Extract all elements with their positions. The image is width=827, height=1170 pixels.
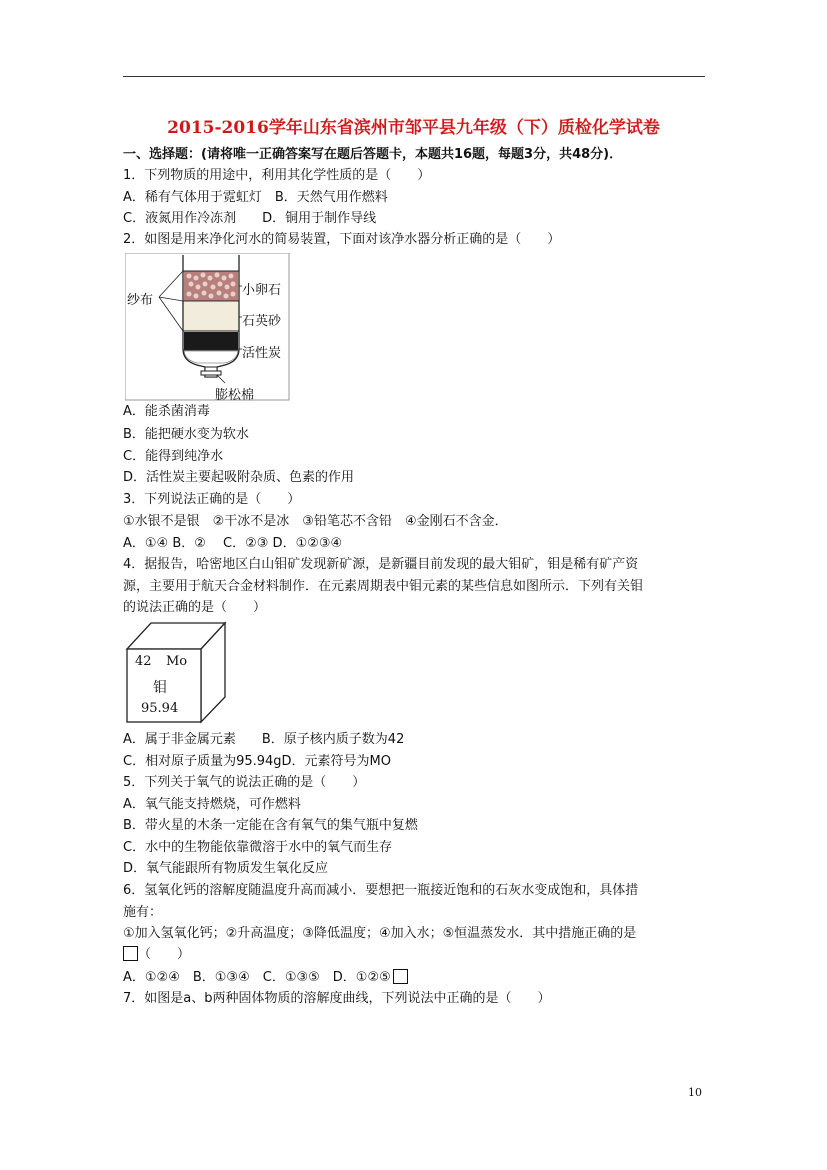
q1-options-cd: C．液氮用作冷冻剂 D．铜用于制作导线: [123, 211, 377, 226]
q5-stem: 5．下列关于氧气的说法正确的是（ ）: [123, 775, 366, 790]
header-rule: [123, 76, 705, 77]
q1-stem: 1．下列物质的用途中，利用其化学性质的是（ ）: [123, 168, 431, 183]
q7-stem: 7．如图是a、b两种固体物质的溶解度曲线，下列说法中正确的是（ ）: [123, 991, 551, 1006]
q2-option-c: C．能得到纯净水: [123, 449, 224, 464]
q3-stem: 3．下列说法正确的是（ ）: [123, 492, 301, 507]
label-gauze: 纱布: [127, 293, 154, 308]
element-cell-figure: [125, 621, 227, 724]
q5-option-c: C．水中的生物能依靠微溶于水中的氧气而生存: [123, 840, 393, 855]
q4-stem-2: 源，主要用于航天合金材料制作．在元素周期表中钼元素的某些信息如图所示．下列有关钼: [123, 579, 644, 594]
section-heading: 一、选择题：(请将唯一正确答案写在题后答题卡，本题共16题，每题3分，共48分)．: [123, 147, 623, 162]
element-number: 42: [135, 654, 152, 669]
q6-options: A．①②④ B．①③④ C．①③⑤ D．①②⑤: [123, 970, 391, 985]
q4-options-cd: C．相对原子质量为95.94gD．元素符号为MO: [123, 754, 392, 769]
water-filter-figure: [125, 253, 290, 401]
q2-option-d: D．活性炭主要起吸附杂质、色素的作用: [123, 470, 355, 485]
q5-option-d: D．氧气能跟所有物质发生氧化反应: [123, 861, 329, 876]
q1-options-ab: A．稀有气体用于霓虹灯 B．天然气用作燃料: [123, 190, 388, 205]
page-title: 2015-2016学年山东省滨州市邹平县九年级（下）质检化学试卷: [167, 118, 660, 138]
page-number: 10: [688, 1086, 702, 1099]
q6-stem-4-row: [123, 946, 190, 963]
q2-option-a: A．能杀菌消毒: [123, 404, 210, 419]
element-name: 钼: [153, 680, 167, 696]
q3-items: ①水银不是银 ②干冰不是冰 ③铅笔芯不含铅 ④金刚石不含金．: [123, 514, 508, 529]
q6-stem-1: 6．氢氧化钙的溶解度随温度升高而减小．要想把一瓶接近饱和的石灰水变成饱和，具体措: [123, 883, 639, 898]
q4-options-ab: A．属于非金属元素 B．原子核内质子数为42: [123, 732, 405, 747]
q2-option-b: B．能把硬水变为软水: [123, 427, 249, 442]
label-cotton: 膨松棉: [215, 388, 255, 403]
q4-stem-3: 的说法正确的是（ ）: [123, 600, 267, 615]
q4-stem-1: 4．据报告，哈密地区白山钼矿发现新矿源，是新疆目前发现的最大钼矿，钼是稀有矿产资: [123, 557, 639, 572]
q6-options-row: [123, 969, 408, 986]
q5-option-b: B．带火星的木条一定能在含有氧气的集气瓶中复燃: [123, 818, 418, 833]
q6-stem-3: ①加入氢氧化钙；②升高温度；③降低温度；④加入水；⑤恒温蒸发水．其中措施正确的是: [123, 926, 637, 941]
label-quartz: 石英砂: [242, 314, 282, 329]
q6-stem-2: 施有：: [123, 905, 163, 920]
q3-options: A．①④ B．② C．②③ D．①②③④: [123, 536, 343, 551]
answer-square: [393, 969, 408, 984]
q2-stem: 2．如图是用来净化河水的简易装置，下面对该净水器分析正确的是（ ）: [123, 232, 561, 247]
q5-option-a: A．氧气能支持燃烧，可作燃料: [123, 797, 301, 812]
element-mass: 95.94: [141, 701, 179, 716]
element-symbol: Mo: [166, 654, 188, 669]
label-carbon: 活性炭: [242, 346, 282, 361]
label-pebble: 小卵石: [242, 283, 282, 298]
checkbox-square: [123, 946, 138, 961]
q6-stem-4: （ ）: [138, 947, 191, 962]
